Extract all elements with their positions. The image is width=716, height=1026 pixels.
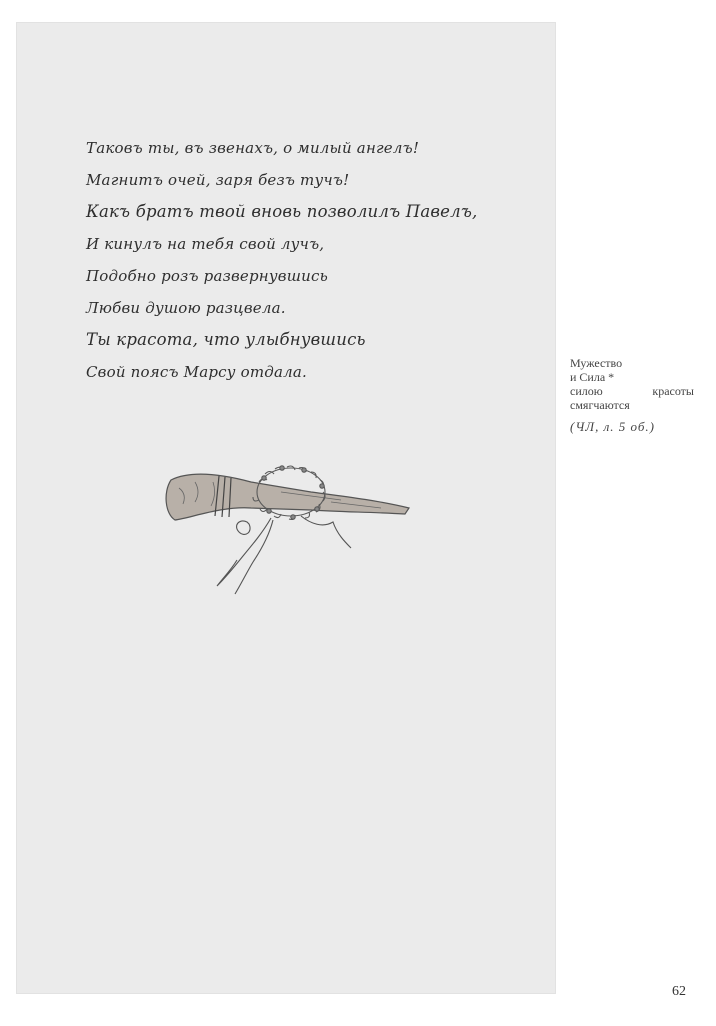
caption-line-4: смягчаются bbox=[570, 398, 630, 412]
page-number: 62 bbox=[672, 984, 686, 999]
caption-line-1: Мужество bbox=[570, 356, 623, 370]
club-shaft bbox=[166, 474, 409, 520]
poem-line-8: Свой поясъ Марсу отдала. bbox=[86, 363, 307, 381]
club-wreath-ribbon-illustration bbox=[161, 452, 421, 612]
caption-line-3: силою красоты bbox=[570, 384, 694, 398]
caption-source-reference: (ЧЛ, л. 5 об.) bbox=[570, 419, 655, 434]
poem-line-4: И кинулъ на тебя свой лучъ, bbox=[86, 235, 325, 253]
manuscript-plate bbox=[16, 22, 556, 994]
poem-line-5: Подобно розъ развернувшись bbox=[86, 267, 328, 285]
poem-line-7: Ты красота, что улыбнувшись bbox=[86, 330, 366, 349]
ribbon bbox=[217, 516, 351, 594]
handwritten-poem bbox=[86, 132, 556, 388]
caption-line-2: и Сила * bbox=[570, 370, 615, 384]
poem-line-2: Магнитъ очей, заря безъ тучъ! bbox=[86, 171, 350, 189]
poem-line-1: Таковъ ты, въ звенахъ, о милый ангелъ! bbox=[86, 139, 420, 157]
illustration-caption bbox=[570, 356, 694, 434]
poem-line-6: Любви душою разцвела. bbox=[86, 299, 286, 317]
poem-line-3: Какъ братъ твой вновь позволилъ Павелъ, bbox=[86, 202, 478, 221]
